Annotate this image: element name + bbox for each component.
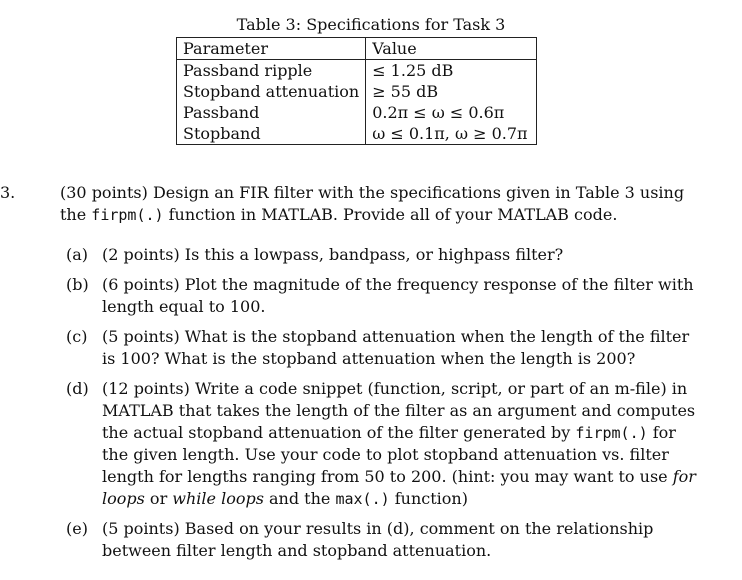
part-d-text-1: (12 points) Write a code snippet (function, script, or part of an m-file) in MATLAB that takes the length of the filter as an argument and computes the actual stopband attenuation of the filter generated by [102,379,696,442]
part-e-label: (e) [66,519,88,538]
part-d-em-for-loops: for loops [102,467,696,508]
part-c-text: (5 points) What is the stopband attenuation when the length of the filter is 100? What is the stopband attenuation when the length is 200? [102,327,690,368]
part-d-code-max: max(.) [335,490,390,508]
part-e-text: (5 points) Based on your results in (d), comment on the relationship between filter length and stopband attenuation. [102,519,654,560]
table-row [177,102,537,123]
part-e [66,518,696,562]
problem-3 [0,182,700,226]
row-stopband-parameter: Stopband [177,123,366,145]
problem-parts [66,244,696,570]
row-stopband-attenuation-parameter: Stopband attenuation [177,81,366,102]
header-parameter: Parameter [177,38,366,60]
part-b [66,274,696,318]
header-value: Value [366,38,537,60]
problem-code-firpm: firpm(.) [91,206,164,224]
part-d [66,378,696,510]
row-passband-value: 0.2π ≤ ω ≤ 0.6π [366,102,537,123]
part-b-label: (b) [66,275,89,294]
part-d-text-5: function) [389,489,468,508]
part-d-text-3: or [144,489,173,508]
row-passband-parameter: Passband [177,102,366,123]
part-c [66,326,696,370]
row-passband-ripple-parameter: Passband ripple [177,60,366,82]
table-header-row [177,38,537,60]
table-row [177,123,537,145]
part-b-text: (6 points) Plot the magnitude of the frequency response of the filter with length equal to 100. [102,275,694,316]
part-a-text: (2 points) Is this a lowpass, bandpass, or highpass filter? [102,245,564,264]
problem-number: 3. [0,183,16,202]
table-caption: Table 3: Specifications for Task 3 [236,15,506,34]
part-c-label: (c) [66,327,88,346]
problem-3-text [0,182,700,226]
problem-text-b: function in MATLAB. Provide all of your MATLAB code. [163,205,618,224]
row-stopband-value: ω ≤ 0.1π, ω ≥ 0.7π [366,123,537,145]
table-row [177,60,537,82]
problem-text-a: (30 points) Design an FIR filter with the specifications given in Table 3 using the [60,183,685,224]
part-a [66,244,696,266]
part-d-label: (d) [66,379,89,398]
part-d-em-while-loops: while loops [172,489,264,508]
part-d-text-4: and the [263,489,336,508]
row-passband-ripple-value: ≤ 1.25 dB [366,60,537,82]
part-d-code-firpm: firpm(.) [575,424,648,442]
specifications-table [176,37,537,145]
part-a-label: (a) [66,245,89,264]
part-d-text-2: for the given length. Use your code to plot stopband attenuation vs. filter length for lengths ranging from 50 to 200. (hint: you may want to use [102,423,676,486]
table-row [177,81,537,102]
row-stopband-attenuation-value: ≥ 55 dB [366,81,537,102]
